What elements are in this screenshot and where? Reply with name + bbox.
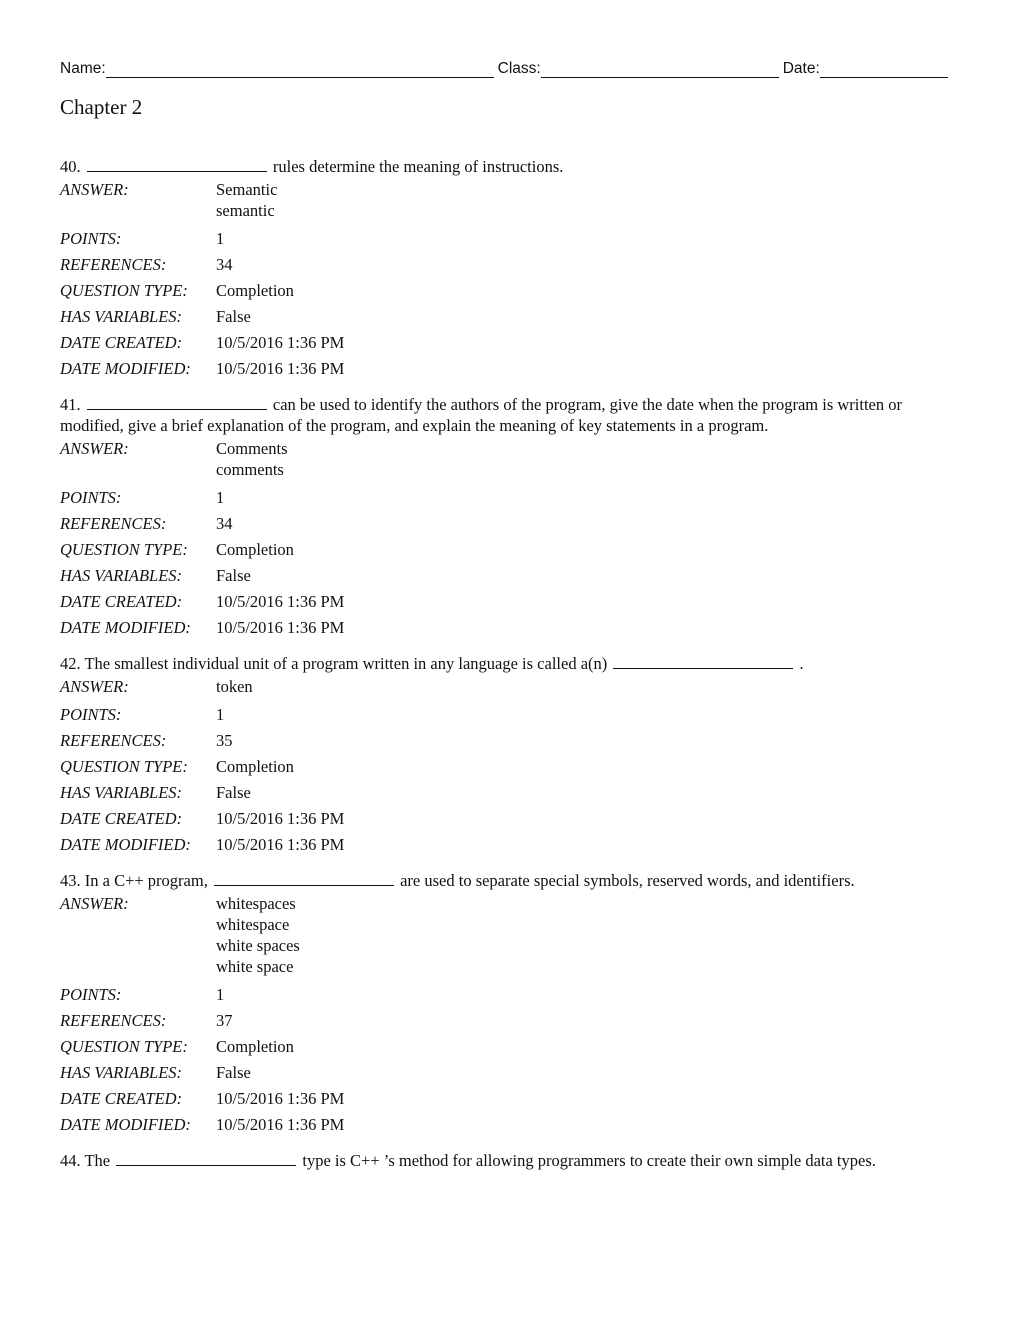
- answer-value: Semantic: [216, 180, 278, 199]
- points-row: [60, 982, 965, 1008]
- has-variables-label: HAS VARIABLES:: [60, 307, 183, 326]
- question-text: .: [799, 654, 804, 673]
- question-stem: [60, 870, 965, 891]
- date-modified-label: DATE MODIFIED:: [60, 359, 191, 378]
- points-label: POINTS:: [60, 229, 122, 248]
- answer-blank: [116, 1151, 296, 1166]
- answer-blank: [87, 157, 267, 172]
- question-type-label: QUESTION TYPE:: [60, 757, 188, 776]
- date-modified-label: DATE MODIFIED:: [60, 618, 191, 637]
- question-type-label: QUESTION TYPE:: [60, 540, 188, 559]
- date-modified-value: 10/5/2016 1:36 PM: [216, 618, 345, 637]
- answer-value: comments: [216, 460, 284, 479]
- date-created-label: DATE CREATED:: [60, 1089, 183, 1108]
- answer-value: whitespaces: [216, 894, 296, 913]
- question-stem: [60, 394, 965, 436]
- answer-row: [60, 179, 965, 221]
- answer-value: token: [216, 677, 253, 696]
- question-prefix: 42. The smallest individual unit of a program written in any language is called a(n): [60, 654, 608, 673]
- has-variables-label: HAS VARIABLES:: [60, 783, 183, 802]
- question-block: [60, 653, 965, 858]
- question-type-row: [60, 537, 965, 563]
- references-label: REFERENCES:: [60, 514, 167, 533]
- question-block: [60, 394, 965, 641]
- date-modified-value: 10/5/2016 1:36 PM: [216, 835, 345, 854]
- date-created-value: 10/5/2016 1:36 PM: [216, 333, 345, 352]
- question-type-row: [60, 754, 965, 780]
- question-block: [60, 870, 965, 1138]
- date-created-row: [60, 1086, 965, 1112]
- answer-values: [216, 179, 965, 221]
- has-variables-label: HAS VARIABLES:: [60, 1063, 183, 1082]
- has-variables-value: False: [216, 783, 251, 802]
- class-label: Class:: [497, 60, 541, 77]
- has-variables-value: False: [216, 1063, 251, 1082]
- answer-value: semantic: [216, 201, 275, 220]
- question-prefix: 41.: [60, 395, 81, 414]
- references-label: REFERENCES:: [60, 255, 167, 274]
- question-stem: [60, 1150, 965, 1171]
- date-created-row: [60, 806, 965, 832]
- references-row: [60, 1008, 965, 1034]
- points-label: POINTS:: [60, 705, 122, 724]
- date-modified-row: [60, 615, 965, 641]
- references-row: [60, 728, 965, 754]
- points-label: POINTS:: [60, 985, 122, 1004]
- answer-label: ANSWER:: [60, 894, 129, 913]
- date-created-label: DATE CREATED:: [60, 809, 183, 828]
- question-type-row: [60, 1034, 965, 1060]
- question-text: rules determine the meaning of instructions.: [272, 157, 564, 176]
- answer-blank: [613, 654, 793, 669]
- question-prefix: 43. In a C++ program,: [60, 871, 208, 890]
- references-label: REFERENCES:: [60, 1011, 167, 1030]
- date-created-value: 10/5/2016 1:36 PM: [216, 809, 345, 828]
- has-variables-row: [60, 1060, 965, 1086]
- question-prefix: 40.: [60, 157, 81, 176]
- date-created-row: [60, 589, 965, 615]
- answer-label: ANSWER:: [60, 439, 129, 458]
- question-list: [60, 156, 965, 1183]
- question-type-value: Completion: [216, 1037, 294, 1056]
- date-modified-row: [60, 1112, 965, 1138]
- points-value: 1: [216, 985, 225, 1004]
- points-row: [60, 702, 965, 728]
- date-created-label: DATE CREATED:: [60, 333, 183, 352]
- question-type-value: Completion: [216, 540, 294, 559]
- question-type-label: QUESTION TYPE:: [60, 281, 188, 300]
- answer-label: ANSWER:: [60, 180, 129, 199]
- class-blank: [541, 61, 779, 78]
- question-stem: [60, 653, 965, 674]
- date-modified-label: DATE MODIFIED:: [60, 835, 191, 854]
- points-value: 1: [216, 229, 225, 248]
- question-prefix: 44. The: [60, 1151, 111, 1170]
- references-label: REFERENCES:: [60, 731, 167, 750]
- answer-values: [216, 438, 965, 480]
- references-value: 37: [216, 1011, 233, 1030]
- has-variables-value: False: [216, 307, 251, 326]
- has-variables-value: False: [216, 566, 251, 585]
- question-text: type is C++ ’s method for allowing programmers to create their own simple data types.: [302, 1151, 876, 1170]
- answer-row: [60, 893, 965, 977]
- has-variables-row: [60, 780, 965, 806]
- question-block: [60, 1150, 965, 1171]
- date-modified-row: [60, 356, 965, 382]
- name-label: Name:: [60, 60, 106, 77]
- points-row: [60, 485, 965, 511]
- references-row: [60, 511, 965, 537]
- date-label: Date:: [782, 60, 820, 77]
- question-type-row: [60, 278, 965, 304]
- date-created-label: DATE CREATED:: [60, 592, 183, 611]
- points-value: 1: [216, 705, 225, 724]
- answer-label: ANSWER:: [60, 677, 129, 696]
- question-text: are used to separate special symbols, reserved words, and identifiers.: [400, 871, 855, 890]
- question-stem: [60, 156, 965, 177]
- has-variables-row: [60, 563, 965, 589]
- answer-value: Comments: [216, 439, 288, 458]
- date-modified-row: [60, 832, 965, 858]
- answer-values: [216, 676, 965, 697]
- answer-value: whitespace: [216, 915, 290, 934]
- references-value: 34: [216, 514, 233, 533]
- references-value: 34: [216, 255, 233, 274]
- question-text: can be used to identify the authors of the program, give the date when the program is written or modified, give a brief explanation of the program, and explain the meaning of key statements in a program.: [60, 395, 902, 435]
- question-type-value: Completion: [216, 757, 294, 776]
- date-modified-value: 10/5/2016 1:36 PM: [216, 1115, 345, 1134]
- name-blank: [106, 61, 494, 78]
- date-created-value: 10/5/2016 1:36 PM: [216, 592, 345, 611]
- answer-blank: [214, 871, 394, 886]
- answer-row: [60, 676, 965, 697]
- answer-values: [216, 893, 965, 977]
- points-row: [60, 226, 965, 252]
- references-value: 35: [216, 731, 233, 750]
- question-type-label: QUESTION TYPE:: [60, 1037, 188, 1056]
- date-created-row: [60, 330, 965, 356]
- has-variables-label: HAS VARIABLES:: [60, 566, 183, 585]
- question-type-value: Completion: [216, 281, 294, 300]
- date-created-value: 10/5/2016 1:36 PM: [216, 1089, 345, 1108]
- points-label: POINTS:: [60, 488, 122, 507]
- answer-blank: [87, 395, 267, 410]
- date-modified-label: DATE MODIFIED:: [60, 1115, 191, 1134]
- answer-value: white space: [216, 957, 294, 976]
- points-value: 1: [216, 488, 225, 507]
- answer-row: [60, 438, 965, 480]
- answer-value: white spaces: [216, 936, 300, 955]
- references-row: [60, 252, 965, 278]
- has-variables-row: [60, 304, 965, 330]
- date-blank: [820, 61, 948, 78]
- student-info-header: [60, 60, 964, 78]
- chapter-title: Chapter 2: [60, 95, 143, 119]
- date-modified-value: 10/5/2016 1:36 PM: [216, 359, 345, 378]
- question-block: [60, 156, 965, 382]
